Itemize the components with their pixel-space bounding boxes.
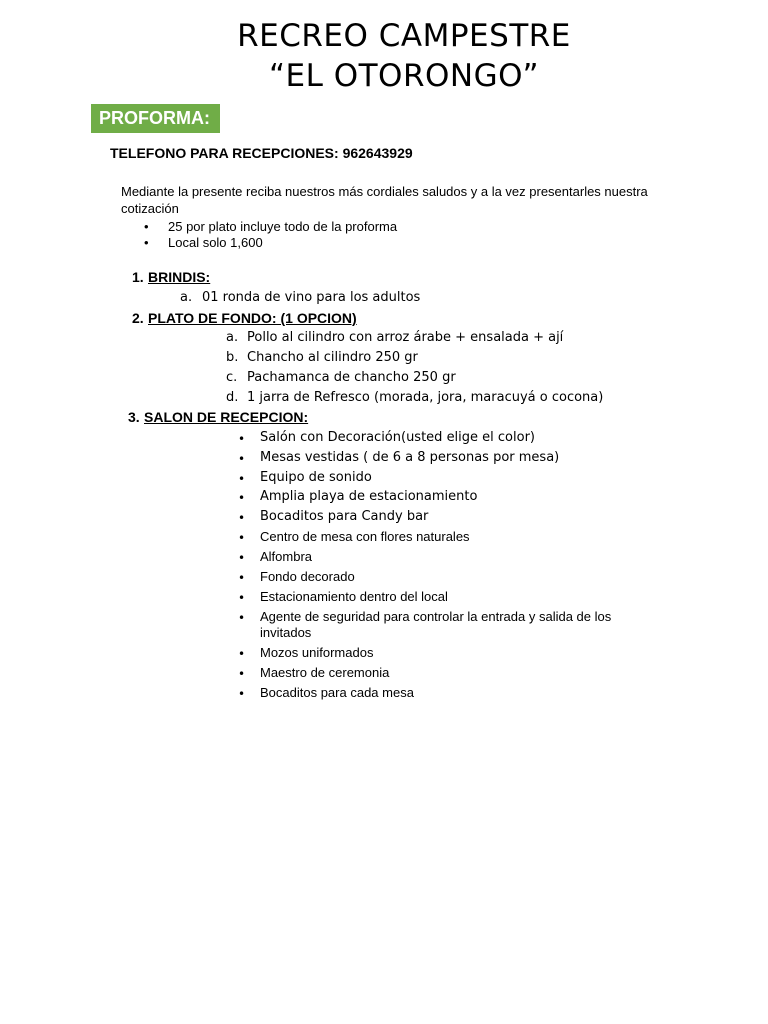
item-text: Pollo al cilindro con arroz árabe + ensalada + ají	[247, 330, 564, 345]
section-title: PLATO DE FONDO: (1 OPCION)	[148, 310, 357, 326]
item-text: Alfombra	[260, 549, 313, 564]
item-text: Maestro de ceremonia	[260, 665, 390, 680]
item-text: Amplia playa de estacionamiento	[260, 489, 478, 504]
item-marker: b.	[226, 350, 239, 365]
bullet-icon: •	[238, 511, 246, 525]
item-text: Mesas vestidas ( de 6 a 8 personas por mesa)	[260, 450, 560, 465]
intro-paragraph: Mediante la presente reciba nuestros más cordiales saludos y a la vez presentarles nuestra cotización	[121, 184, 648, 216]
document-title-line2: “EL OTORONGO”	[268, 58, 540, 94]
item-marker: c.	[226, 370, 238, 385]
bullet-icon: •	[238, 531, 246, 545]
bullet-icon: •	[144, 219, 149, 234]
bullet-icon: •	[238, 551, 246, 565]
bullet-icon: •	[238, 452, 246, 466]
bullet-icon: •	[238, 472, 246, 486]
item-text: Equipo de sonido	[260, 470, 372, 485]
intro-bullet-text: 25 por plato incluye todo de la proforma	[168, 219, 398, 234]
bullet-icon: •	[238, 591, 246, 605]
section-title: SALON DE RECEPCION:	[144, 409, 309, 425]
section-number: 3.	[128, 409, 140, 425]
item-text: Pachamanca de chancho 250 gr	[247, 370, 456, 385]
phone-line: TELEFONO PARA RECEPCIONES: 962643929	[110, 145, 413, 161]
proforma-badge: PROFORMA:	[91, 104, 220, 133]
bullet-icon: •	[238, 611, 246, 625]
item-text: Agente de seguridad para controlar la entrada y salida de los invitados	[260, 609, 612, 640]
item-text: Chancho al cilindro 250 gr	[247, 350, 418, 365]
item-marker: a.	[226, 330, 239, 345]
document-title-line1: RECREO CAMPESTRE	[237, 18, 571, 54]
item-marker: d.	[226, 390, 239, 405]
bullet-icon: •	[238, 571, 246, 585]
item-text: Bocaditos para Candy bar	[260, 509, 429, 524]
item-marker: a.	[180, 290, 193, 305]
bullet-icon: •	[238, 667, 246, 681]
intro-bullet-text: Local solo 1,600	[168, 235, 263, 250]
bullet-icon: •	[238, 432, 246, 446]
bullet-icon: •	[238, 687, 246, 701]
item-text: Bocaditos para cada mesa	[260, 685, 414, 700]
item-text: Estacionamiento dentro del local	[260, 589, 448, 604]
bullet-icon: •	[144, 235, 149, 250]
section-number: 2.	[132, 310, 144, 326]
item-text: Salón con Decoración(usted elige el color)	[260, 430, 535, 445]
item-text: Fondo decorado	[260, 569, 355, 584]
section-title: BRINDIS:	[148, 269, 211, 285]
item-text: Mozos uniformados	[260, 645, 374, 660]
item-text: 01 ronda de vino para los adultos	[202, 290, 421, 305]
section-number: 1.	[132, 269, 144, 285]
item-text: 1 jarra de Refresco (morada, jora, maracuyá o cocona)	[247, 390, 604, 405]
bullet-icon: •	[238, 491, 246, 505]
item-text: Centro de mesa con flores naturales	[260, 529, 470, 544]
bullet-icon: •	[238, 647, 246, 661]
